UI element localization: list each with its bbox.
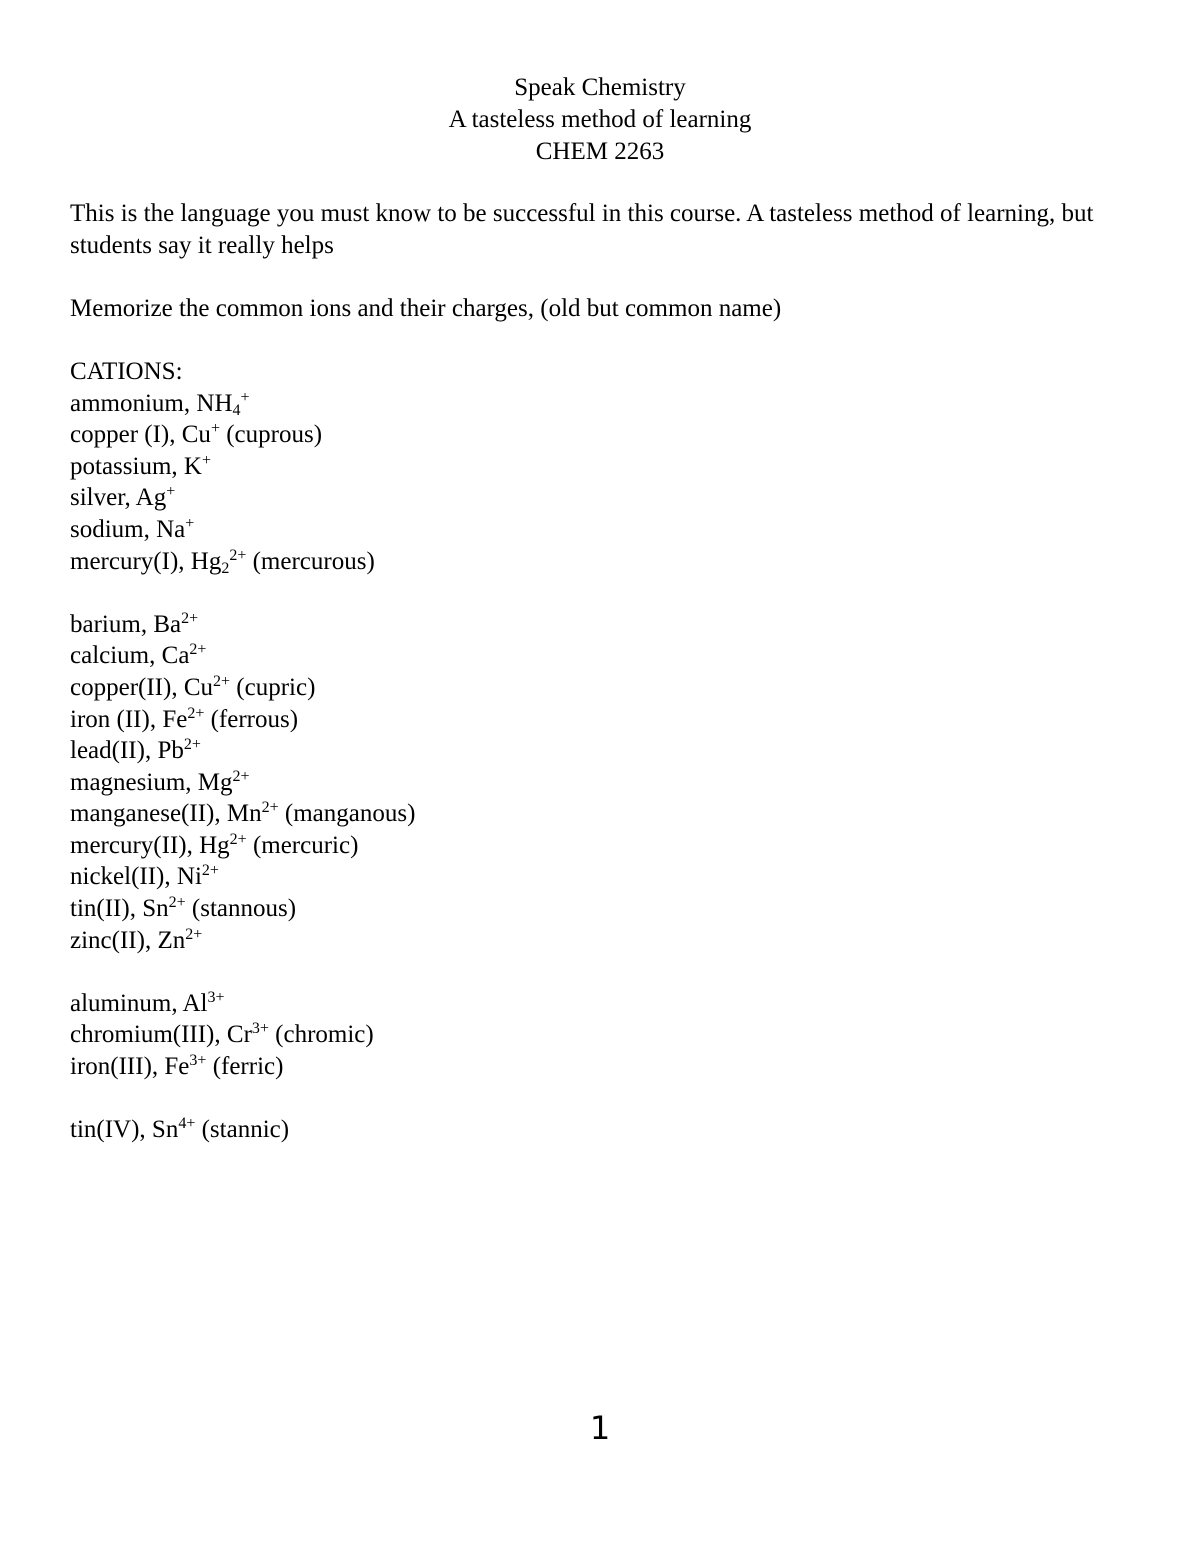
ion-name: magnesium, bbox=[70, 768, 198, 796]
ion-subscript: 2 bbox=[221, 559, 230, 577]
ion-symbol: Sn bbox=[142, 895, 169, 923]
ion-entry bbox=[70, 672, 1130, 704]
title-block bbox=[0, 72, 1200, 168]
ion-entry bbox=[70, 1114, 1130, 1146]
ion-charge: + bbox=[166, 483, 176, 501]
ion-symbol: K bbox=[183, 452, 202, 480]
ion-charge: 3+ bbox=[189, 1052, 207, 1070]
ion-name: barium, bbox=[70, 610, 154, 638]
ion-charge: 2+ bbox=[183, 736, 201, 754]
ion-name: silver, bbox=[70, 484, 136, 512]
ion-entry bbox=[70, 1051, 1130, 1083]
ion-charge: + bbox=[210, 420, 220, 438]
ion-symbol: Zn bbox=[157, 926, 186, 954]
ion-symbol: Ni bbox=[176, 863, 202, 891]
ion-subscript: 4 bbox=[232, 401, 241, 419]
ion-entry bbox=[70, 704, 1130, 736]
blank-line bbox=[70, 956, 1130, 988]
ion-entry bbox=[70, 419, 1130, 451]
ion-symbol: Mn bbox=[226, 800, 262, 828]
ion-charge: 3+ bbox=[251, 1020, 269, 1038]
document-body bbox=[70, 198, 1130, 1146]
ion-charge: 2+ bbox=[168, 894, 186, 912]
ion-name: manganese(II), bbox=[70, 800, 227, 828]
ion-name: ammonium, bbox=[70, 389, 197, 417]
ion-charge: + bbox=[201, 451, 211, 469]
ion-name: potassium, bbox=[70, 452, 184, 480]
ion-charge: 2+ bbox=[187, 704, 205, 722]
ion-entry bbox=[70, 451, 1130, 483]
ion-entry bbox=[70, 798, 1130, 830]
ion-common-name: (stannic) bbox=[195, 1116, 290, 1144]
ion-charge: + bbox=[185, 514, 195, 532]
ion-name: copper (I), bbox=[70, 421, 182, 449]
cations-heading: CATIONS: bbox=[70, 357, 183, 385]
ion-symbol: Cu bbox=[183, 673, 214, 701]
ion-symbol: Cr bbox=[226, 1021, 252, 1049]
blank-line bbox=[70, 261, 1130, 293]
ion-name: copper(II), bbox=[70, 673, 184, 701]
ion-charge: 2+ bbox=[201, 862, 219, 880]
ion-common-name: (chromic) bbox=[268, 1021, 374, 1049]
ion-entry bbox=[70, 514, 1130, 546]
ion-charge: 4+ bbox=[178, 1115, 196, 1133]
ion-name: iron (II), bbox=[70, 705, 163, 733]
course-code: CHEM 2263 bbox=[535, 138, 665, 165]
page-number: 1 bbox=[589, 1409, 611, 1447]
ion-name: mercury(I), bbox=[70, 547, 191, 575]
ion-common-name: (ferrous) bbox=[204, 705, 299, 733]
ion-common-name: (stannous) bbox=[185, 895, 297, 923]
ion-common-name: (ferric) bbox=[206, 1053, 284, 1081]
blank-line bbox=[70, 1083, 1130, 1115]
ion-entry bbox=[70, 893, 1130, 925]
ion-charge: 2+ bbox=[229, 830, 247, 848]
blank-line bbox=[70, 577, 1130, 609]
ion-charge: 2+ bbox=[232, 767, 250, 785]
ion-symbol: Fe bbox=[162, 705, 188, 733]
ion-charge: 2+ bbox=[189, 641, 207, 659]
ion-charge: 2+ bbox=[213, 672, 231, 690]
ion-entry bbox=[70, 830, 1130, 862]
ion-name: nickel(II), bbox=[70, 863, 177, 891]
blank-line bbox=[70, 324, 1130, 356]
ion-entry bbox=[70, 609, 1130, 641]
ion-entry bbox=[70, 388, 1130, 420]
ion-symbol: Pb bbox=[157, 737, 184, 765]
cation-list bbox=[70, 388, 1130, 1146]
ion-charge: 3+ bbox=[207, 988, 225, 1006]
ion-name: iron(III), bbox=[70, 1053, 165, 1081]
ion-name: tin(II), bbox=[70, 895, 143, 923]
ion-common-name: (mercurous) bbox=[246, 547, 375, 575]
ion-name: tin(IV), bbox=[70, 1116, 152, 1144]
ion-name: aluminum, bbox=[70, 989, 183, 1017]
ion-entry bbox=[70, 640, 1130, 672]
ion-name: mercury(II), bbox=[70, 831, 200, 859]
ion-entry bbox=[70, 925, 1130, 957]
ion-symbol: Hg bbox=[190, 547, 222, 575]
document-title: Speak Chemistry bbox=[514, 74, 686, 101]
ion-symbol: Hg bbox=[199, 831, 230, 859]
ion-name: calcium, bbox=[70, 642, 162, 670]
ion-common-name: (cuprous) bbox=[219, 421, 323, 449]
ion-name: zinc(II), bbox=[70, 926, 158, 954]
ion-charge: + bbox=[240, 388, 250, 406]
ion-entry bbox=[70, 1019, 1130, 1051]
ion-common-name: (mercuric) bbox=[246, 831, 359, 859]
ion-common-name: (cupric) bbox=[230, 673, 316, 701]
ion-symbol: Na bbox=[156, 515, 186, 543]
ion-common-name: (manganous) bbox=[278, 800, 416, 828]
ion-charge: 2+ bbox=[181, 609, 199, 627]
ion-entry bbox=[70, 988, 1130, 1020]
ion-charge: 2+ bbox=[261, 799, 279, 817]
ion-entry bbox=[70, 482, 1130, 514]
ion-entry bbox=[70, 861, 1130, 893]
ion-symbol: NH bbox=[196, 389, 233, 417]
ion-symbol: Sn bbox=[151, 1116, 179, 1144]
ion-symbol: Ag bbox=[135, 484, 167, 512]
ion-entry bbox=[70, 735, 1130, 767]
ion-symbol: Ca bbox=[161, 642, 190, 670]
document-subtitle: A tasteless method of learning bbox=[448, 106, 752, 133]
ion-name: chromium(III), bbox=[70, 1021, 227, 1049]
ion-name: sodium, bbox=[70, 515, 157, 543]
instruction-paragraph: Memorize the common ions and their charges, (old but common name) bbox=[70, 294, 782, 322]
ion-symbol: Ba bbox=[153, 610, 182, 638]
ion-name: lead(II), bbox=[70, 737, 158, 765]
ion-symbol: Cu bbox=[181, 421, 211, 449]
ion-entry bbox=[70, 767, 1130, 799]
intro-paragraph: This is the language you must know to be successful in this course. A tasteless method of learning, but students say it really helps bbox=[70, 200, 1094, 259]
ion-symbol: Fe bbox=[164, 1053, 190, 1081]
ion-entry bbox=[70, 546, 1130, 578]
ion-symbol: Al bbox=[182, 989, 208, 1017]
ion-charge: 2+ bbox=[229, 546, 247, 564]
ion-symbol: Mg bbox=[197, 768, 233, 796]
ion-charge: 2+ bbox=[185, 925, 203, 943]
